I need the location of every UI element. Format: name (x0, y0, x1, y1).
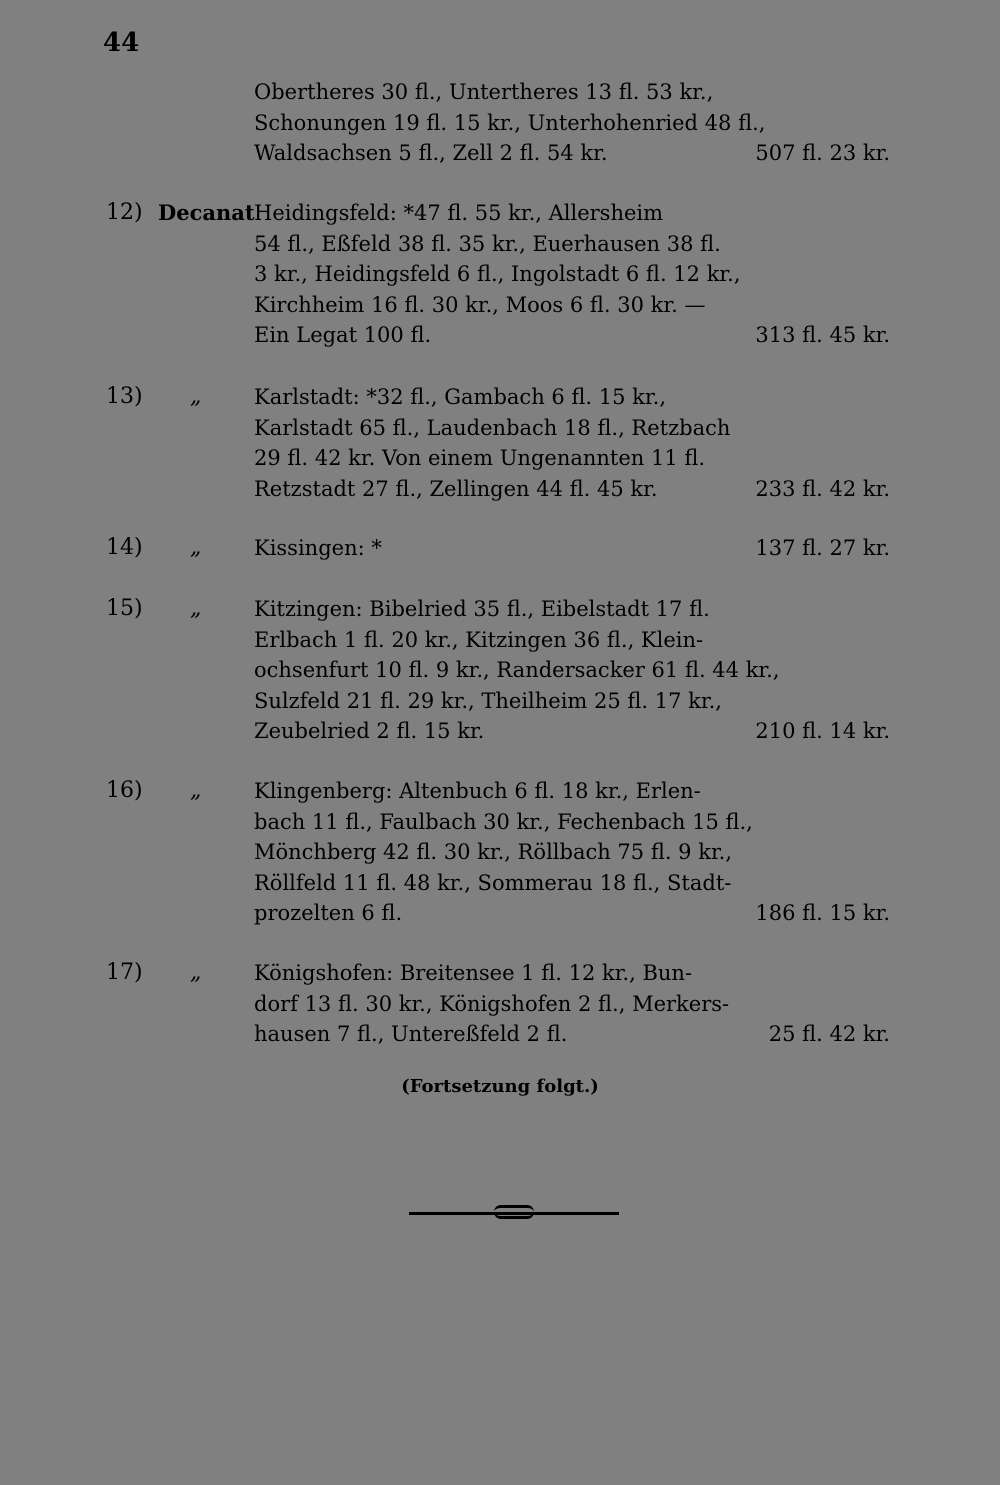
entry-text-line: Schonungen 19 fl. 15 kr., Unterhohenried 48 fl., (254, 110, 766, 135)
entry-text (254, 776, 753, 929)
entry-text-line: Röllfeld 11 fl. 48 kr., Sommerau 18 fl., Stadt- (254, 870, 732, 895)
entry-total: 25 fl. 42 kr. (768, 1022, 890, 1046)
entry-text-line: Kitzingen: Bibelried 35 fl., Eibelstadt 17 fl. (254, 597, 710, 621)
entry-text-line: prozelten 6 fl. (254, 901, 403, 925)
entry-text-line: Waldsachsen 5 fl., Zell 2 fl. 54 kr. (254, 141, 608, 165)
entry-text-line: Kissingen: * (254, 536, 382, 560)
entry-text-line: Sulzfeld 21 fl. 29 kr., Theilheim 25 fl. 17 kr., (254, 688, 722, 713)
entry-number: 15) (106, 596, 143, 621)
entry-text-line: Obertheres 30 fl., Untertheres 13 fl. 53 kr., (254, 80, 714, 104)
entry-text-line: dorf 13 fl. 30 kr., Königshofen 2 fl., Merkers- (254, 991, 730, 1016)
entry-label: Decanat (158, 200, 255, 225)
entry-text-line: Zeubelried 2 fl. 15 kr. (254, 719, 485, 743)
entry-text (254, 198, 744, 351)
ditto-mark: „ (190, 535, 202, 560)
entry-text-line: Karlstadt 65 fl., Laudenbach 18 fl., Retzbach (254, 415, 731, 440)
entry-text-line: 29 fl. 42 kr. Von einem Ungenannten 11 fl. (254, 446, 706, 470)
entry-number: 17) (106, 960, 143, 985)
entry-text (254, 77, 766, 169)
entry-text-line: Königshofen: Breitensee 1 fl. 12 kr., Bun- (254, 961, 693, 985)
entry-total: 210 fl. 14 kr. (755, 719, 890, 743)
entry-text-line: bach 11 fl., Faulbach 30 kr., Fechenbach 15 fl., (254, 809, 753, 834)
entry-text-line: 3 kr., Heidingsfeld 6 fl., Ingolstadt 6 fl. 12 kr., (254, 262, 741, 286)
entry-text-line: Erlbach 1 fl. 20 kr., Kitzingen 36 fl., Klein- (254, 627, 704, 652)
entry-text-line: ochsenfurt 10 fl. 9 kr., Randersacker 61 fl. 44 kr., (254, 658, 780, 682)
entry-number: 16) (106, 778, 143, 803)
entry-text-line: Kirchheim 16 fl. 30 kr., Moos 6 fl. 30 kr. — (254, 292, 706, 317)
entry-number: 12) (106, 200, 143, 225)
entry-number: 13) (106, 384, 143, 409)
continuation-note: (Fortsetzung folgt.) (401, 1076, 599, 1097)
entry-text-line: 54 fl., Eßfeld 38 fl. 35 kr., Euerhausen 38 fl. (254, 231, 721, 256)
page-number: 44 (103, 28, 140, 58)
end-ornament-knot (494, 1205, 534, 1219)
entry-text-line: Klingenberg: Altenbuch 6 fl. 18 kr., Erlen- (254, 779, 701, 803)
entry-text (254, 594, 780, 747)
ditto-mark: „ (190, 384, 202, 409)
entry-total: 233 fl. 42 kr. (755, 476, 890, 501)
entry-text-line: Retzstadt 27 fl., Zellingen 44 fl. 45 kr. (254, 476, 658, 501)
entry-text-line: Karlstadt: *32 fl., Gambach 6 fl. 15 kr., (254, 385, 666, 409)
entry-total: 186 fl. 15 kr. (755, 901, 890, 925)
entry-text-line: Heidingsfeld: *47 fl. 55 kr., Allersheim (254, 201, 664, 225)
entry-total: 137 fl. 27 kr. (755, 536, 890, 560)
entry-text-line: hausen 7 fl., Untereßfeld 2 fl. (254, 1022, 568, 1046)
entry-text-line: Mönchberg 42 fl. 30 kr., Röllbach 75 fl. 9 kr., (254, 840, 733, 864)
ditto-mark: „ (190, 960, 202, 985)
ditto-mark: „ (190, 596, 202, 621)
entry-total: 507 fl. 23 kr. (755, 141, 890, 165)
entry-text (254, 958, 744, 1050)
entry-text (254, 533, 744, 564)
entry-number: 14) (106, 535, 143, 560)
ditto-mark: „ (190, 778, 202, 803)
entry-text-line: Ein Legat 100 fl. (254, 323, 432, 347)
entry-total: 313 fl. 45 kr. (755, 323, 890, 347)
entry-text (254, 382, 744, 504)
